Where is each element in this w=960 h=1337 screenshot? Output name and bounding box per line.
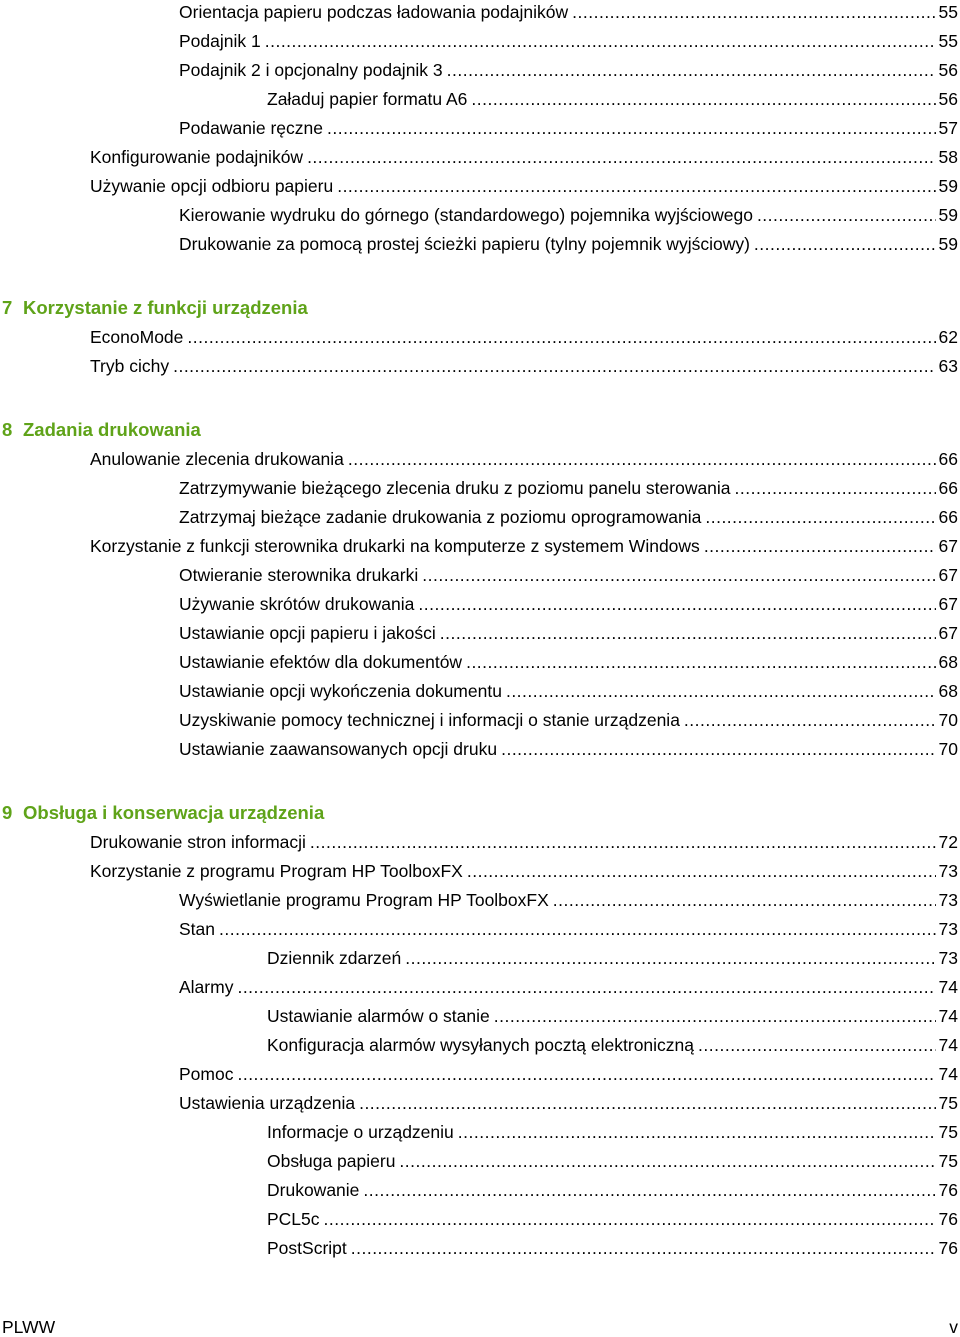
toc-entry[interactable]	[267, 946, 958, 970]
toc-entry[interactable]	[179, 116, 958, 140]
toc-entry-page: 66	[938, 449, 958, 469]
toc-entry-title: Alarmy	[179, 977, 234, 997]
toc-entry-page: 74	[938, 1006, 958, 1026]
toc-entry-page: 57	[938, 118, 958, 138]
toc-entry-page: 73	[938, 948, 958, 968]
dot-leader	[405, 946, 935, 970]
dot-leader	[467, 859, 936, 883]
toc-entry[interactable]	[179, 975, 958, 999]
dot-leader	[237, 1062, 935, 1086]
toc-entry-page: 59	[938, 176, 958, 196]
toc-entry-title: Dziennik zdarzeń	[267, 948, 402, 968]
toc-entry-title: Stan	[179, 919, 215, 939]
toc-entry-title: Informacje o urządzeniu	[267, 1122, 454, 1142]
toc-entry[interactable]	[179, 1062, 958, 1086]
toc-entry-page: 67	[938, 565, 958, 585]
chapter-title: Korzystanie z funkcji urządzenia	[23, 297, 308, 318]
toc-entry[interactable]	[179, 58, 958, 82]
toc-entry-page: 67	[938, 536, 958, 556]
toc-entry[interactable]	[179, 888, 958, 912]
dot-leader	[187, 325, 935, 349]
dot-leader	[307, 145, 935, 169]
dot-leader	[704, 534, 936, 558]
toc-entry[interactable]	[267, 1149, 958, 1173]
dot-leader	[735, 476, 936, 500]
toc-entry-page: 66	[938, 478, 958, 498]
toc-entry[interactable]	[179, 679, 958, 703]
toc-entry-page: 62	[938, 327, 958, 347]
toc-entry[interactable]	[179, 232, 958, 256]
toc-entry-title: Kierowanie wydruku do górnego (standardowego) pojemnika wyjściowego	[179, 205, 753, 225]
toc-entry-title: Otwieranie sterownika drukarki	[179, 565, 419, 585]
toc-entry-page: 76	[938, 1209, 958, 1229]
toc-entry-page: 67	[938, 594, 958, 614]
toc-entry[interactable]	[90, 447, 958, 471]
page-number: v	[949, 1317, 958, 1337]
toc-entry-page: 66	[938, 507, 958, 527]
dot-leader	[337, 174, 935, 198]
dot-leader	[422, 563, 935, 587]
toc-entry[interactable]	[267, 1004, 958, 1028]
dot-leader	[359, 1091, 935, 1115]
toc-entry-title: Tryb cichy	[90, 356, 170, 376]
toc-entry-page: 76	[938, 1180, 958, 1200]
toc-entry-page: 68	[938, 652, 958, 672]
toc-entry-title: Ustawianie opcji wykończenia dokumentu	[179, 681, 502, 701]
toc-entry-title: Drukowanie stron informacji	[90, 832, 306, 852]
toc-entry-title: Ustawianie alarmów o stanie	[267, 1006, 490, 1026]
dot-leader	[757, 203, 936, 227]
dot-leader	[458, 1120, 936, 1144]
dot-leader	[698, 1033, 936, 1057]
toc-entry-page: 56	[938, 60, 958, 80]
dot-leader	[471, 87, 935, 111]
toc-entry-title: Ustawianie zaawansowanych opcji druku	[179, 739, 498, 759]
toc-entry-title: Obsługa papieru	[267, 1151, 396, 1171]
dot-leader	[501, 737, 935, 761]
toc-entry-page: 58	[938, 147, 958, 167]
toc-entry-title: Drukowanie za pomocą prostej ścieżki papieru (tylny pojemnik wyjściowy)	[179, 234, 750, 254]
toc-entry[interactable]	[90, 830, 958, 854]
toc-entry-page: 70	[938, 710, 958, 730]
toc-entry-title: Anulowanie zlecenia drukowania	[90, 449, 344, 469]
toc-entry-page: 70	[938, 739, 958, 759]
dot-leader	[399, 1149, 935, 1173]
toc-entry-page: 73	[938, 861, 958, 881]
dot-leader	[310, 830, 936, 854]
dot-leader	[265, 29, 936, 53]
toc-entry-title: Podawanie ręczne	[179, 118, 323, 138]
toc-entry-page: 56	[938, 89, 958, 109]
dot-leader	[418, 592, 935, 616]
toc-entry[interactable]	[179, 203, 958, 227]
toc-entry[interactable]	[267, 1033, 958, 1057]
chapter-heading[interactable]	[2, 295, 308, 321]
toc-entry[interactable]	[90, 859, 958, 883]
toc-entry[interactable]	[179, 621, 958, 645]
toc-entry-page: 74	[938, 977, 958, 997]
toc-entry-title: Używanie skrótów drukowania	[179, 594, 415, 614]
toc-entry-title: Załaduj papier formatu A6	[267, 89, 468, 109]
toc-entry-page: 74	[938, 1064, 958, 1084]
toc-entry[interactable]	[267, 1178, 958, 1202]
toc-entry[interactable]	[267, 1236, 958, 1260]
footer-label: PLWW	[2, 1317, 56, 1337]
toc-entry-page: 75	[938, 1151, 958, 1171]
dot-leader	[705, 505, 935, 529]
toc-entry-title: Używanie opcji odbioru papieru	[90, 176, 334, 196]
dot-leader	[684, 708, 936, 732]
toc-entry[interactable]	[90, 354, 958, 378]
toc-entry[interactable]	[179, 29, 958, 53]
toc-entry-page: 73	[938, 890, 958, 910]
toc-entry[interactable]	[90, 534, 958, 558]
toc-entry-page: 75	[938, 1122, 958, 1142]
toc-entry-page: 67	[938, 623, 958, 643]
dot-leader	[754, 232, 936, 256]
toc-entry[interactable]	[179, 592, 958, 616]
toc-entry-page: 63	[938, 356, 958, 376]
toc-entry[interactable]	[179, 917, 958, 941]
chapter-heading[interactable]	[2, 800, 324, 826]
toc-entry-title: Korzystanie z programu Program HP ToolboxFX	[90, 861, 463, 881]
toc-entry-title: Pomoc	[179, 1064, 234, 1084]
toc-entry[interactable]	[179, 737, 958, 761]
dot-leader	[237, 975, 935, 999]
toc-entry[interactable]	[90, 174, 958, 198]
toc-entry-page: 76	[938, 1238, 958, 1258]
chapter-heading[interactable]	[2, 417, 201, 443]
dot-leader	[173, 354, 935, 378]
toc-entry-title: Orientacja papieru podczas ładowania podajników	[179, 2, 569, 22]
toc-entry-title: Ustawianie opcji papieru i jakości	[179, 623, 436, 643]
toc-entry[interactable]	[90, 325, 958, 349]
toc-entry-page: 68	[938, 681, 958, 701]
dot-leader	[351, 1236, 936, 1260]
dot-leader	[466, 650, 935, 674]
toc-entry-title: Korzystanie z funkcji sterownika drukarki na komputerze z systemem Windows	[90, 536, 700, 556]
toc-entry-page: 73	[938, 919, 958, 939]
toc-entry[interactable]	[179, 650, 958, 674]
toc-entry-title: Uzyskiwanie pomocy technicznej i informacji o stanie urządzenia	[179, 710, 680, 730]
dot-leader	[363, 1178, 935, 1202]
toc-entry[interactable]	[179, 563, 958, 587]
toc-entry-title: Wyświetlanie programu Program HP ToolboxFX	[179, 890, 549, 910]
dot-leader	[553, 888, 936, 912]
toc-entry-title: Zatrzymywanie bieżącego zlecenia druku z poziomu panelu sterowania	[179, 478, 731, 498]
toc-entry-page: 59	[938, 234, 958, 254]
toc-entry-title: Zatrzymaj bieżące zadanie drukowania z poziomu oprogramowania	[179, 507, 702, 527]
dot-leader	[219, 917, 936, 941]
toc-entry[interactable]	[267, 1120, 958, 1144]
toc-entry-page: 74	[938, 1035, 958, 1055]
toc-entry[interactable]	[179, 476, 958, 500]
toc-entry[interactable]	[90, 145, 958, 169]
toc-entry[interactable]	[179, 1091, 958, 1115]
dot-leader	[327, 116, 936, 140]
toc-entry-title: Ustawianie efektów dla dokumentów	[179, 652, 463, 672]
chapter-number: 7	[2, 297, 13, 318]
toc-entry-title: Podajnik 2 i opcjonalny podajnik 3	[179, 60, 443, 80]
toc-entry-title: Konfiguracja alarmów wysyłanych pocztą elektroniczną	[267, 1035, 695, 1055]
toc-entry-page: 55	[938, 31, 958, 51]
dot-leader	[572, 0, 935, 24]
toc-entry-title: PostScript	[267, 1238, 347, 1258]
dot-leader	[494, 1004, 936, 1028]
toc-entry-title: Konfigurowanie podajników	[90, 147, 304, 167]
toc-entry-title: Ustawienia urządzenia	[179, 1093, 356, 1113]
toc-entry-page: 59	[938, 205, 958, 225]
toc-entry[interactable]	[267, 87, 958, 111]
chapter-number: 9	[2, 802, 13, 823]
toc-entry-page: 72	[938, 832, 958, 852]
dot-leader	[440, 621, 936, 645]
chapter-title: Obsługa i konserwacja urządzenia	[23, 802, 325, 823]
chapter-number: 8	[2, 419, 13, 440]
toc-entry[interactable]	[179, 708, 958, 732]
toc-entry-page: 75	[938, 1093, 958, 1113]
chapter-title: Zadania drukowania	[23, 419, 201, 440]
toc-entry-title: Drukowanie	[267, 1180, 360, 1200]
dot-leader	[348, 447, 936, 471]
dot-leader	[506, 679, 936, 703]
toc-entry-page: 55	[938, 2, 958, 22]
toc-entry[interactable]	[179, 505, 958, 529]
dot-leader	[324, 1207, 936, 1231]
toc-entry[interactable]	[179, 0, 958, 24]
toc-entry-title: EconoMode	[90, 327, 184, 347]
dot-leader	[447, 58, 936, 82]
toc-entry-title: Podajnik 1	[179, 31, 261, 51]
toc-entry-title: PCL5c	[267, 1209, 320, 1229]
toc-entry[interactable]	[267, 1207, 958, 1231]
